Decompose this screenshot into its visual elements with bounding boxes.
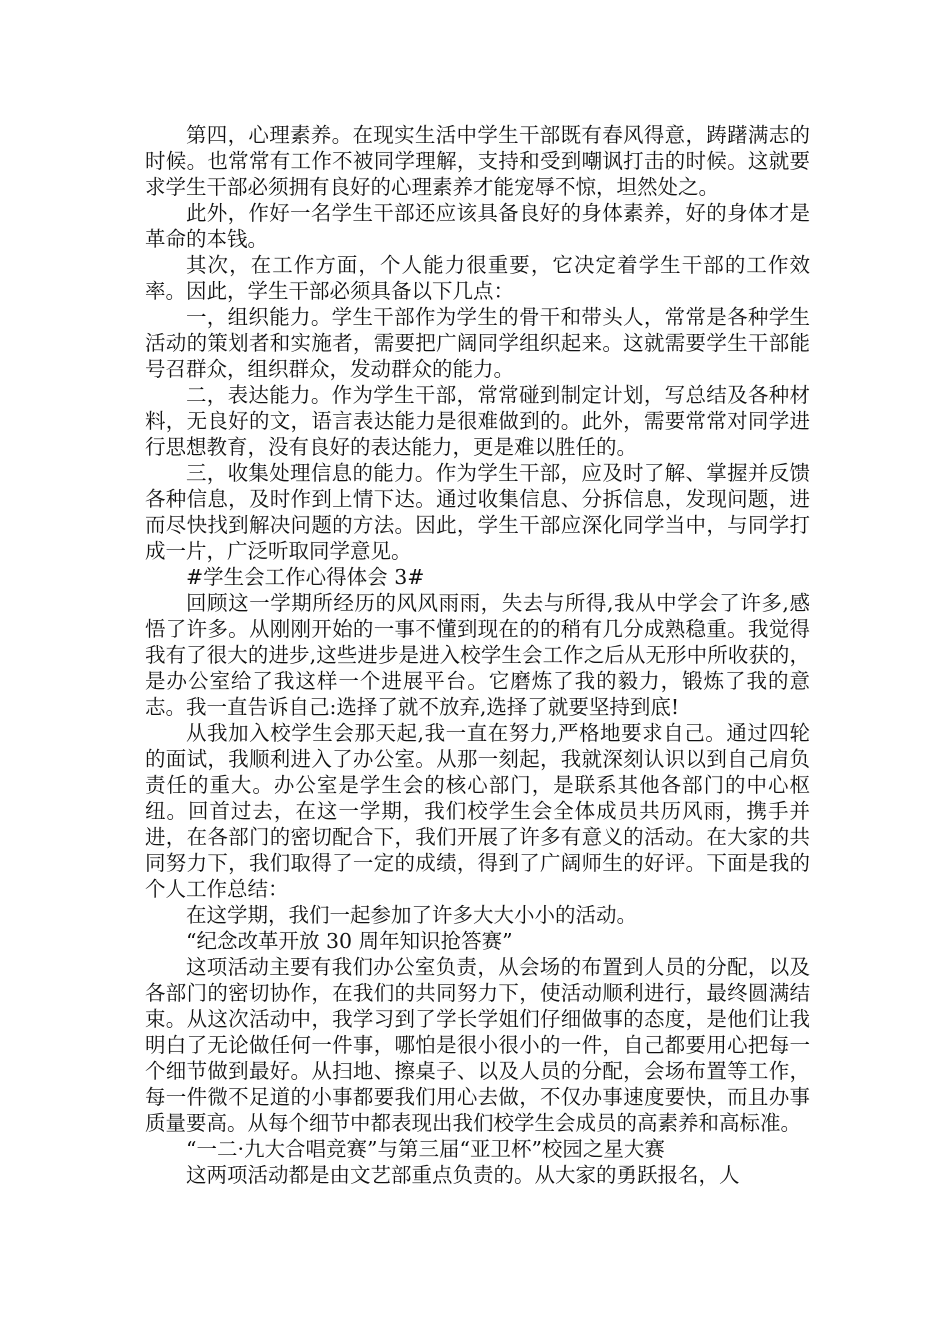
- paragraph-organization-ability: 一，组织能力。学生干部作为学生的骨干和带头人，常常是各种学生活动的策划者和实施者，需要把广阔同学组织起来。这就需要学生干部能号召群众，组织群众，发动群众的能力。: [145, 305, 810, 381]
- paragraph-quiz-activity: 这项活动主要有我们办公室负责，从会场的布置到人员的分配，以及各部门的密切协作，在我们的共同努力下，使活动顺利进行，最终圆满结束。从这次活动中，我学习到了学长学姐们仔细做事的态度，是他们让我明白了无论做任何一件事，哪怕是很小很小的一件，自己都要用心把每一个细节做到最好。从扫地、擦桌子、以及人员的分配，会场布置等工作，每一件微不足道的小事都要我们用心去做，不仅办事速度要快，而且办事质量要高。从每个细节中都表现出我们校学生会成员的高素养和高标准。: [145, 955, 810, 1135]
- paragraph-activities-intro: 在这学期，我们一起参加了许多大大小小的活动。: [186, 903, 637, 927]
- paragraph-expression-ability: 二，表达能力。作为学生干部，常常碰到制定计划，写总结及各种材料，无良好的文，语言表达能力是很难做到的。此外，需要常常对同学进行思想教育，没有良好的表达能力，更是难以胜任的。: [145, 383, 810, 459]
- section-heading: #学生会工作心得体会 3#: [186, 565, 425, 589]
- paragraph-physical-quality: 此外，作好一名学生干部还应该具备良好的身体素养，好的身体才是革命的本钱。: [145, 201, 810, 251]
- paragraph-work-ability: 其次，在工作方面，个人能力很重要，它决定着学生干部的工作效率。因此，学生干部必须具备以下几点：: [145, 253, 810, 303]
- paragraph-psychological-quality: 第四，心理素养。在现实生活中学生干部既有春风得意，踌躇满志的时候。也常常有工作不被同学理解，支持和受到嘲讽打击的时候。这就要求学生干部必须拥有良好的心理素养才能宠辱不惊，坦然处之。: [145, 123, 810, 199]
- document-body: [145, 122, 810, 1188]
- paragraph-review: 回顾这一学期所经历的风风雨雨，失去与所得,我从中学会了许多,感悟了许多。从刚刚开始的一事不懂到现在的的稍有几分成熟稳重。我觉得我有了很大的进步,这些进步是进入校学生会工作之后从无形中所收获的，是办公室给了我这样一个进展平台。它磨炼了我的毅力，锻炼了我的意志。我一直告诉自己:选择了就不放弃,选择了就要坚持到底!: [145, 591, 810, 719]
- paragraph-chorus-activity: 这两项活动都是由文艺部重点负责的。从大家的勇跃报名，人: [186, 1163, 740, 1187]
- activity-title-quiz: “纪念改革开放 30 周年知识抢答赛”: [186, 929, 513, 953]
- paragraph-information-ability: 三，收集处理信息的能力。作为学生干部，应及时了解、掌握并反馈各种信息，及时作到上情下达。通过收集信息、分拆信息，发现问题，进而尽快找到解决问题的方法。因此，学生干部应深化同学当中，与同学打成一片，广泛听取同学意见。: [145, 461, 810, 563]
- paragraph-joining: 从我加入校学生会那天起,我一直在努力,严格地要求自己。通过四轮的面试，我顺利进入了办公室。从那一刻起，我就深刻认识以到自己肩负责任的重大。办公室是学生会的核心部门，是联系其他各部门的中心枢纽。回首过去，在这一学期，我们校学生会全体成员共历风雨，携手并进，在各部门的密切配合下，我们开展了许多有意义的活动。在大家的共同努力下，我们取得了一定的成绩，得到了广阔师生的好评。下面是我的个人工作总结：: [145, 721, 810, 901]
- activity-title-chorus: “一二·九大合唱竞赛”与第三届“亚卫杯”校园之星大赛: [186, 1137, 665, 1161]
